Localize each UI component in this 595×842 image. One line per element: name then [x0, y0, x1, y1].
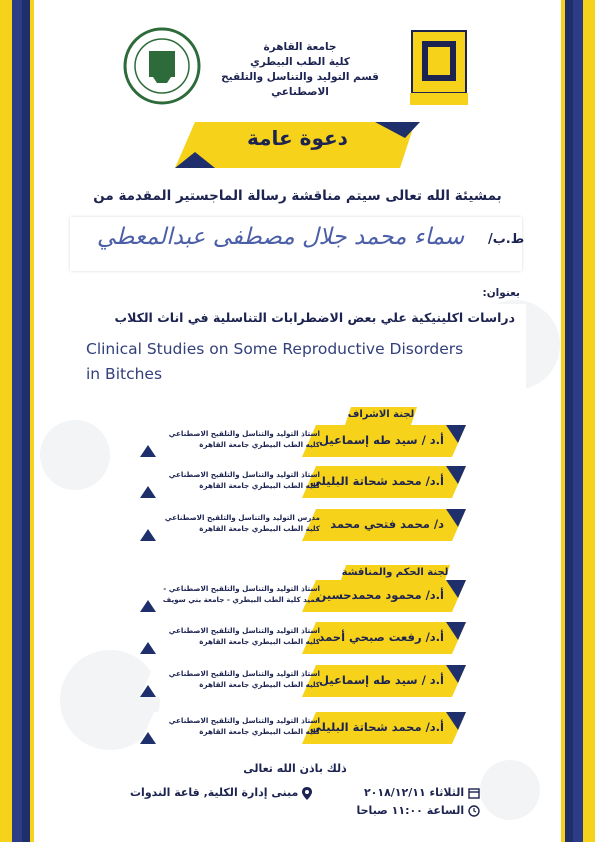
- member-affiliation: استاذ التوليد والتناسل والتلقيح الاصطناعي كليه الطب البيطري جامعة القاهرة: [168, 470, 320, 490]
- committee-row: [140, 425, 466, 457]
- member-name: أ.د/ محمود محمدحسين: [316, 588, 444, 602]
- committee-row: [140, 622, 466, 654]
- candidate-prefix: ط.ب/: [488, 232, 525, 247]
- page-title: دعوة عامة: [247, 126, 348, 150]
- university-name: جامعة القاهرة: [263, 41, 337, 53]
- supervision-label: لجنة الاشراف: [347, 409, 415, 420]
- member-name: أ.د/ محمد شحاتة البليلي: [309, 720, 444, 734]
- committee-row: [140, 509, 466, 541]
- calendar-icon: [468, 787, 480, 799]
- member-name: د/ محمد فتحي محمد: [330, 517, 444, 531]
- committee-row: [140, 580, 466, 612]
- event-time: الساعة ١١:٠٠ صباحا: [357, 804, 481, 817]
- committee-row: [140, 712, 466, 744]
- header-institution: [200, 40, 400, 100]
- thesis-title-arabic: دراسات اكلينيكية علي بعض الاضطرابات التناسلية في اناث الكلاب: [114, 310, 515, 325]
- right-border-decoration: [561, 0, 595, 842]
- university-logo: [404, 27, 474, 109]
- member-name: أ.د / سيد طه إسماعيل: [319, 433, 444, 447]
- intro-text: بمشيئة الله تعالى سيتم مناقشة رسالة الماجستير المقدمة من: [93, 188, 502, 204]
- closing-text: ذلك باذن الله تعالى: [243, 762, 347, 775]
- thesis-title-english-line1: Clinical Studies on Some Reproductive Disorders: [86, 340, 464, 358]
- member-affiliation: مدرس التوليد والتناسل والتلقيح الاصطناعي كلية الطب البيطري جامعة القاهرة: [164, 513, 320, 533]
- paw-watermark: [40, 420, 110, 490]
- committee-row: [140, 466, 466, 498]
- candidate-name: سماء محمد جلال مصطفى عبدالمعطي: [96, 224, 465, 250]
- member-affiliation: استاذ التوليد والتناسل والتلقيح الاصطناعي - عميد كلية الطب البيطري - جامعة بني سويف: [162, 584, 320, 604]
- member-affiliation: استاذ التوليد والتناسل والتلقيح الاصطناعي كليه الطب البيطري جامعة القاهرة: [168, 669, 320, 689]
- member-name: أ.د/ محمد شحاتة البليلي: [309, 474, 444, 488]
- member-affiliation: استاذ التوليد والتناسل والتلقيح الاصطناعي كليه الطب البيطري جامعة القاهرة: [168, 626, 320, 646]
- event-location: مبنى إدارة الكلية, قاعة الندوات: [130, 786, 312, 800]
- faculty-logo: [123, 27, 201, 105]
- faculty-name: كلية الطب البيطري: [250, 56, 350, 68]
- paw-watermark: [480, 760, 540, 820]
- member-name: أ.د / سيد طه إسماعيل: [319, 673, 444, 687]
- thesis-title-english: [86, 337, 516, 387]
- examination-label: لجنة الحكم والمناقشة: [341, 567, 449, 578]
- left-border-decoration: [0, 0, 34, 842]
- member-name: أ.د/ رفعت صبحي أحمد: [318, 630, 444, 644]
- location-pin-icon: [302, 787, 312, 800]
- member-affiliation: استاذ التوليد والتناسل والتلقيح الاصطناعي كليه الطب البيطري جامعة القاهرة: [168, 716, 320, 736]
- committee-row: [140, 665, 466, 697]
- member-affiliation: استاذ التوليد والتناسل والتلقيح الاصطناعي كليه الطب البيطري جامعة القاهرة: [168, 429, 320, 449]
- clock-icon: [468, 805, 480, 817]
- department-name: قسم التوليد والتناسل والتلقيح الاصطناعي: [221, 71, 379, 98]
- thesis-title-english-line2: in Bitches: [86, 365, 163, 383]
- event-date: الثلاثاء ٢٠١٨/١٢/١١: [364, 786, 480, 799]
- thesis-label: بعنوان:: [482, 287, 520, 299]
